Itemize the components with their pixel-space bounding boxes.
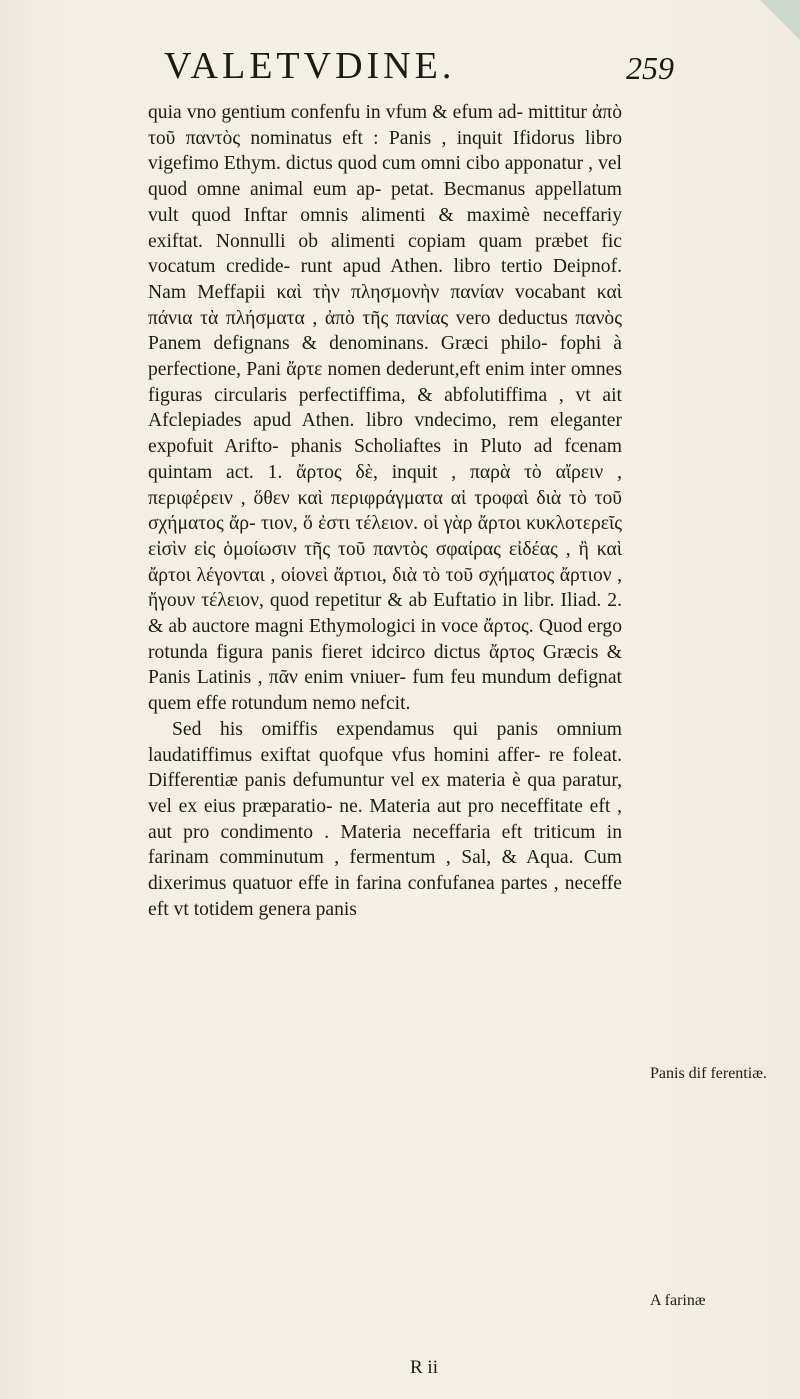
paragraph-2: Sed his omiffis expendamus qui panis omnium laudatiffimus exiftat quofque vfus homini affer- re foleat. Differentiæ panis defumuntur vel ex materia è qua paratur, vel ex eius præparatio- ne. Materia aut pro neceffitate eft , aut pro condimento . Materia neceffaria eft triticum in farinam comminutum , fermentum , Sal, & Aqua. Cum dixerimus quatuor effe in farina confufanea partes , neceffe eft vt totidem genera panis xyxy=(148,718,622,920)
margin-note-farinae: A farinæ xyxy=(650,1292,706,1309)
page-number: 259 xyxy=(626,50,674,86)
paragraph-1: quia vno gentium confenfu in vfum & efum ad- mittitur ἀπὸ τοῦ παντὸς nominatus eft : Panis , inquit Ifidorus libro vigefimo Ethym. dictus quod cum omni cibo apponatur , vel quod omne animal eum ap- petat. Becmanus appellatum vult quod Inftar omnis alimenti & maximè neceffariy exiftat. Nonnulli ob alimenti copiam quam præbet fic vocatum credide- runt apud Athen. libro tertio Deipnof. Nam Meffapii καὶ τὴν πλησμονὴν πανίαν vocabant καὶ πάνια τὰ πλήσματα , ἀπὸ τῆς πανίας vero deductus πανὸς Panem defignans & denominans. Græci philo- fophi à perfectione, Pani ἄρτε nomen dederunt,eft enim inter omnes figuras circularis perfectiffima, & abfolutiffima , vt ait Afclepiades apud Athen. libro vndecimo, rem eleganter expofuit Arifto- phanis Scholiaftes in Pluto ad fcenam quintam act. 1. ἄρτος δὲ, inquit , παρὰ τὸ αἴρειν , περιφέρειν , ὅθεν καὶ περιφράγματα αἱ τροφαὶ διὰ τὸ τοῦ σχήματος ἄρ- τιον, ὅ ἐστι τέλειον. οἱ γὰρ ἄρτοι κυκλοτερεῖς εἰσὶν εἰς ὁμοίωσιν τῆς τοῦ παντὸς σφαίρας εἰδέας , ἢ καὶ ἄρτοι λέγονται , οἱονεὶ ἄρτιοι, διὰ τὸ τοῦ σχήματος ἄρτιον , ἤγουν τέλειον, quod repetitur & ab Euftatio in libr. Iliad. 2. & ab auctore magni Ethymologici in voce ἄρτος. Quod ergo rotunda figura panis fieret idcirco dictus ἄρτος Græcis & Panis Latinis , πᾶν enim vniuer- fum feu mundum defignat quem effe rotundum nemo nefcit. xyxy=(148,102,622,715)
signature-mark: R ii xyxy=(410,1357,438,1378)
page-corner xyxy=(760,0,800,40)
running-title: VALETVDINE. xyxy=(164,45,456,87)
main-text-block xyxy=(148,100,622,923)
margin-note-differentiae: Panis dif ferentiæ. xyxy=(650,1065,767,1082)
